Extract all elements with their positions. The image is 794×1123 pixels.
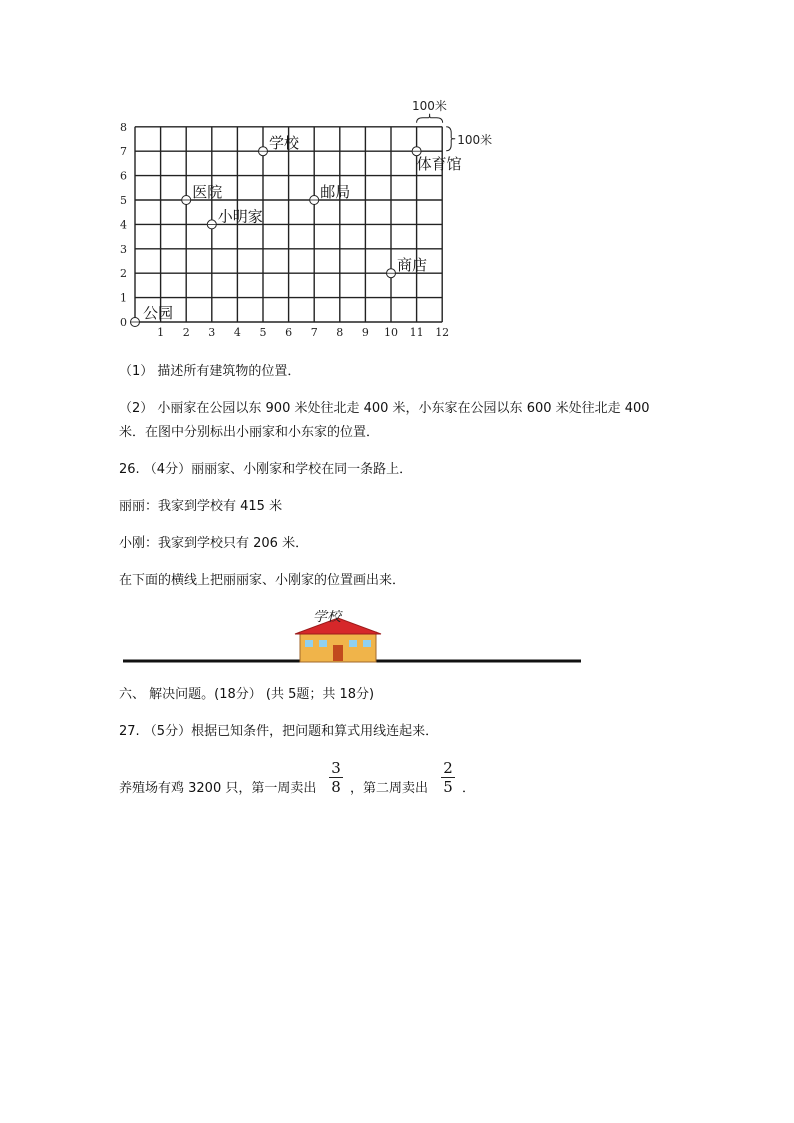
y-tick-label: 3 bbox=[120, 242, 127, 256]
place-label: 体育馆 bbox=[416, 155, 462, 174]
place-label: 医院 bbox=[192, 183, 223, 201]
place-label: 小明家 bbox=[217, 207, 263, 226]
x-tick-label: 2 bbox=[182, 326, 190, 339]
question-27-title: 27. （5分）根据已知条件，把问题和算式用线连起来． bbox=[119, 724, 439, 739]
fraction-three-eighths bbox=[328, 760, 344, 795]
xiaogang-statement: 小刚：我家到学校只有 206 米． bbox=[119, 536, 309, 551]
school-label: 学校 bbox=[313, 610, 341, 625]
x-tick-label: 4 bbox=[233, 326, 241, 339]
y-tick-label: 2 bbox=[120, 267, 127, 281]
question-1: （1） 描述所有建筑物的位置． bbox=[119, 364, 301, 379]
x-tick-label: 12 bbox=[435, 326, 450, 339]
place-label: 公园 bbox=[143, 304, 174, 322]
question-2: （2） 小丽家在公园以东 900 米处往北走 400 米，小东家在公园以东 600 米处往北走 400 米．在图中分别标出小丽家和小东家的位置． bbox=[119, 401, 650, 440]
question-27-text-a: 养殖场有鸡 3200 只，第一周卖出 bbox=[119, 781, 317, 796]
fraction-2-numerator: 2 bbox=[443, 759, 453, 777]
x-tick-label: 6 bbox=[285, 326, 293, 339]
scale-brace-horizontal bbox=[417, 114, 443, 123]
question-26-title: 26. （4分）丽丽家、小刚家和学校在同一条路上． bbox=[119, 462, 413, 477]
x-tick-label: 10 bbox=[384, 326, 398, 339]
scale-label-horizontal: 100米 bbox=[411, 98, 447, 113]
grid-svg bbox=[110, 96, 510, 346]
x-tick-label: 3 bbox=[208, 326, 216, 339]
question-27-text-c: ． bbox=[462, 781, 476, 796]
y-tick-label: 6 bbox=[120, 169, 127, 183]
place-label: 学校 bbox=[269, 134, 300, 153]
place-label: 商店 bbox=[397, 256, 428, 275]
x-tick-label: 7 bbox=[310, 326, 318, 339]
y-tick-label: 5 bbox=[120, 194, 127, 207]
question-27-text-b: ，第二周卖出 bbox=[350, 781, 429, 796]
x-tick-label: 5 bbox=[259, 326, 267, 339]
fraction-2-denominator: 5 bbox=[443, 778, 453, 796]
fraction-1-numerator: 3 bbox=[331, 759, 341, 777]
x-tick-label: 9 bbox=[361, 326, 369, 339]
coordinate-grid bbox=[110, 96, 510, 346]
x-tick-label: 11 bbox=[409, 326, 424, 339]
y-tick-label: 7 bbox=[120, 145, 127, 159]
y-tick-label: 1 bbox=[120, 291, 127, 305]
fraction-two-fifths bbox=[440, 760, 456, 795]
x-tick-label: 1 bbox=[157, 326, 165, 339]
y-tick-label: 8 bbox=[120, 120, 127, 134]
scale-label-vertical: 100米 bbox=[457, 132, 493, 147]
question-26-task: 在下面的横线上把丽丽家、小刚家的位置画出来． bbox=[119, 573, 406, 588]
school-road-figure bbox=[119, 610, 589, 670]
y-tick-label: 4 bbox=[120, 218, 127, 232]
fraction-1-denominator: 8 bbox=[331, 778, 341, 796]
scale-brace-vertical bbox=[446, 127, 455, 151]
y-tick-label: 0 bbox=[120, 316, 127, 329]
section-6-heading: 六、 解决问题。(18分） (共 5题；共 18分) bbox=[119, 687, 375, 702]
school-road-svg bbox=[119, 610, 589, 670]
x-tick-label: 8 bbox=[336, 326, 344, 339]
place-label: 邮局 bbox=[320, 183, 351, 201]
lili-statement: 丽丽：我家到学校有 415 米 bbox=[119, 499, 283, 514]
